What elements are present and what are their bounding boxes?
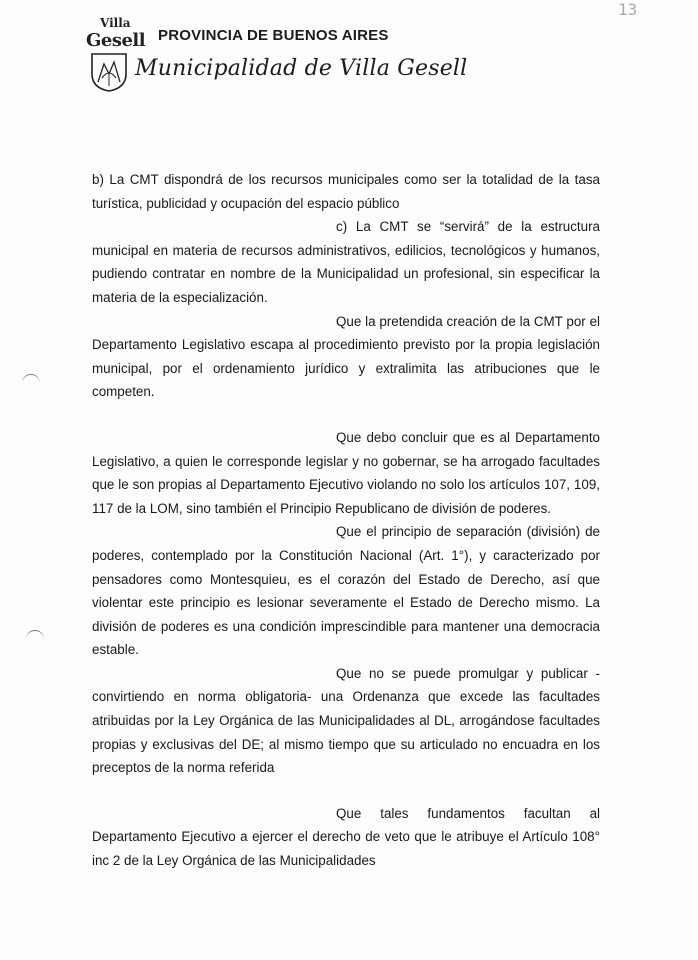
paragraph-creacion: Que la pretendida creación de la CMT por el Departamento Legislativo escapa al procedimiento previsto por la propia legislación municipal, por el ordenamiento jurídico y extralimita las atribuciones que le competen. xyxy=(92,313,600,400)
coat-of-arms-icon xyxy=(90,52,128,92)
logo-villa-text: Villa xyxy=(100,16,131,30)
paragraph-concluir: Que debo concluir que es al Departamento Legislativo, a quien le corresponde legislar y no gobernar, se ha arrogado facultades que le son propias al Departamento Ejecutivo violando no solo los artículos 107, 109, 117 de la LOM, sino también el Principio Republicano de división de poderes. xyxy=(92,429,600,516)
paragraph-promulgar: Que no se puede promulgar y publicar -convirtiendo en norma obligatoria- una Ordenanza que excede las facultades atribuidas por la Ley Orgánica de las Municipalidades al DL, arrogándose facultades propias y exclusivas del DE; al mismo tiempo que su articulado no encuadra en los preceptos de la norma referida xyxy=(92,665,600,776)
page-number-stamp: 13 xyxy=(618,0,638,19)
document-body xyxy=(92,168,600,873)
paragraph-fundamentos: Que tales fundamentos facultan al Departamento Ejecutivo a ejercer el derecho de veto que le atribuye el Artículo 108° inc 2 de la Ley Orgánica de las Municipalidades xyxy=(92,805,600,869)
punch-hole-mark xyxy=(22,374,40,385)
punch-hole-mark xyxy=(26,630,44,641)
paragraph-c: c) La CMT se “servirá” de la estructura municipal en materia de recursos administrativos, edilicios, tecnológicos y humanos, pudiendo contratar en nombre de la Municipalidad un profesional, sin especificar la materia de la especialización. xyxy=(92,219,600,305)
province-heading: PROVINCIA DE BUENOS AIRES xyxy=(158,27,389,44)
logo-gesell-text: Gesell xyxy=(86,30,146,51)
municipality-heading: Municipalidad de Villa Gesell xyxy=(135,56,468,81)
paragraph-b: b) La CMT dispondrá de los recursos municipales como ser la totalidad de la tasa turística, publicidad y ocupación del espacio público xyxy=(92,172,600,211)
paragraph-spacer xyxy=(92,404,600,426)
municipal-logo xyxy=(86,16,146,94)
paragraph-spacer xyxy=(92,780,600,802)
paragraph-separacion: Que el principio de separación (división) de poderes, contemplado por la Constitución Nacional (Art. 1°), y caracterizado por pensadores como Montesquieu, es el corazón del Estado de Derecho, así que violentar este principio es lesionar severamente el Estado de Derecho mismo. La división de poderes es una condición imprescindible para mantener una democracia estable. xyxy=(92,524,600,658)
